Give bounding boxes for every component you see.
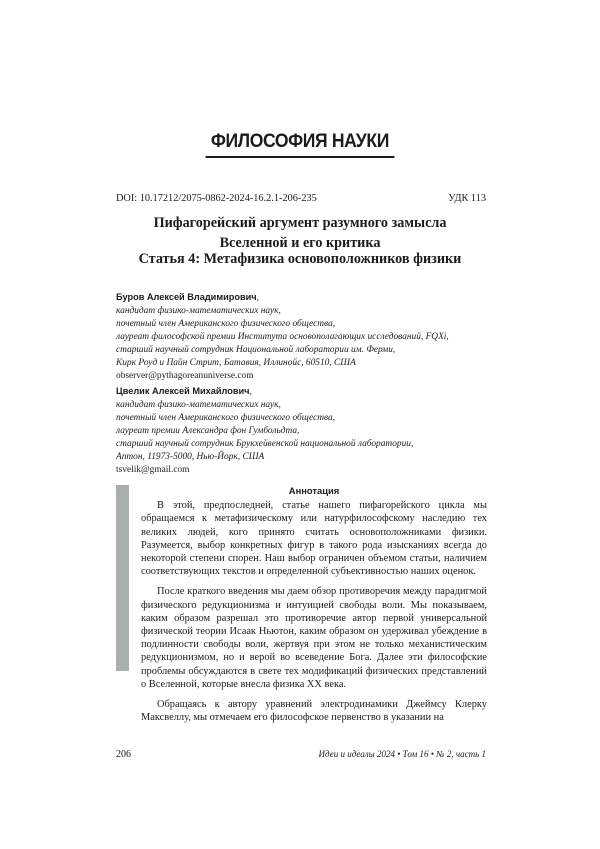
- author-affiliation: лауреат премии Александра фон Гумбольдта,: [116, 426, 300, 436]
- author-email[interactable]: observer@pythagoreanuniverse.com: [116, 371, 254, 381]
- abstract-paragraph: Обращаясь к автору уравнений электродинамики Джеймсу Клерку Максвеллу, мы отмечаем его философское первенство в указании на: [141, 699, 487, 724]
- article-title: [100, 213, 500, 253]
- doi-text: DOI: 10.17212/2075-0862-2024-16.2.1-206-235: [116, 193, 317, 204]
- abstract-paragraph: В этой, предпоследней, статье нашего пифагорейского цикла мы обращаемся к метафизическому или натурфилософскому наследию тех великих людей, кого принято считать основоположниками физики. Разумеется, выбор конкретных фигур в такого рода изысканиях всегда до некоторой степени спорен. Наш выбор ограничен объемом статьи, наличием соответствующих текстов и определенной субъективностью наших оценок.: [141, 500, 487, 578]
- abstract: [141, 484, 487, 731]
- author-affiliation: кандидат физико-математических наук,: [116, 306, 281, 316]
- udk-text: УДК 113: [448, 193, 486, 204]
- abstract-heading: Аннотация: [288, 485, 340, 496]
- author-address: Кирк Роуд и Пайн Стрит, Батавия, Иллинойс, 60510, США: [116, 358, 356, 368]
- author-name: Цвелик Алексей Михайлович: [116, 386, 250, 396]
- author-affiliation: почетный член Американского физического общества,: [116, 413, 336, 423]
- section-header: [0, 130, 600, 158]
- author-block-1: Буров Алексей Владимирович, кандидат физико-математических наук, почетный член Американского физического общества, лауреат философской премии Института основополагающих исследований, FQXi, старший научный сотрудник Национальной лаборатории им. Ферми, Кирк Роуд и Пайн Стрит, Батавия, Иллинойс, 60510, США observer@pythagoreanuniverse.com: [116, 291, 496, 383]
- abstract-side-bar: [116, 485, 129, 671]
- journal-info: Идеи и идеалы 2024 • Том 16 • № 2, часть 1: [318, 749, 486, 759]
- article-subtitle: Статья 4: Метафизика основоположников физики: [138, 251, 462, 267]
- author-affiliation: кандидат физико-математических наук,: [116, 400, 281, 410]
- author-block-2: Цвелик Алексей Михайлович, кандидат физико-математических наук, почетный член Американского физического общества, лауреат премии Александра фон Гумбольдта, старший научный сотрудник Брукхейвенской национальной лаборатории, Аптон, 11973-5000, Нью-Йорк, США tsvelik@gmail.com: [116, 385, 496, 477]
- abstract-paragraph: После краткого введения мы даем обзор противоречия между парадигмой физического редукционизма и интуицией свободы воли. Мы показываем, каким образом разрешал это противоречие автор первой универсальной физической теории Исаак Ньютон, каким образом он удерживал убеждение в подлинности свободы воли, жертвуя при этом не только механистическим редукционизмом, но и верой во всеведение Бога. Далее эти философские проблемы обсуждаются в свете тех модификаций физических представлений о Вселенной, которые внесла физика XX века.: [141, 586, 487, 690]
- page-number: 206: [116, 749, 131, 760]
- author-address: Аптон, 11973-5000, Нью-Йорк, США: [116, 452, 265, 462]
- author-email[interactable]: tsvelik@gmail.com: [116, 465, 190, 475]
- author-affiliation: почетный член Американского физического общества,: [116, 319, 336, 329]
- author-affiliation: лауреат философской премии Института основополагающих исследований, FQXi,: [116, 332, 449, 342]
- section-title: ФИЛОСОФИЯ НАУКИ: [206, 130, 395, 158]
- author-affiliation: старший научный сотрудник Брукхейвенской национальной лаборатории,: [116, 439, 414, 449]
- author-name: Буров Алексей Владимирович: [116, 292, 257, 302]
- article-title-line-1: Пифагорейский аргумент разумного замысла: [153, 215, 447, 231]
- article-title-line-2: Вселенной и его критика: [219, 235, 381, 251]
- author-affiliation: старший научный сотрудник Национальной лаборатории им. Ферми,: [116, 345, 396, 355]
